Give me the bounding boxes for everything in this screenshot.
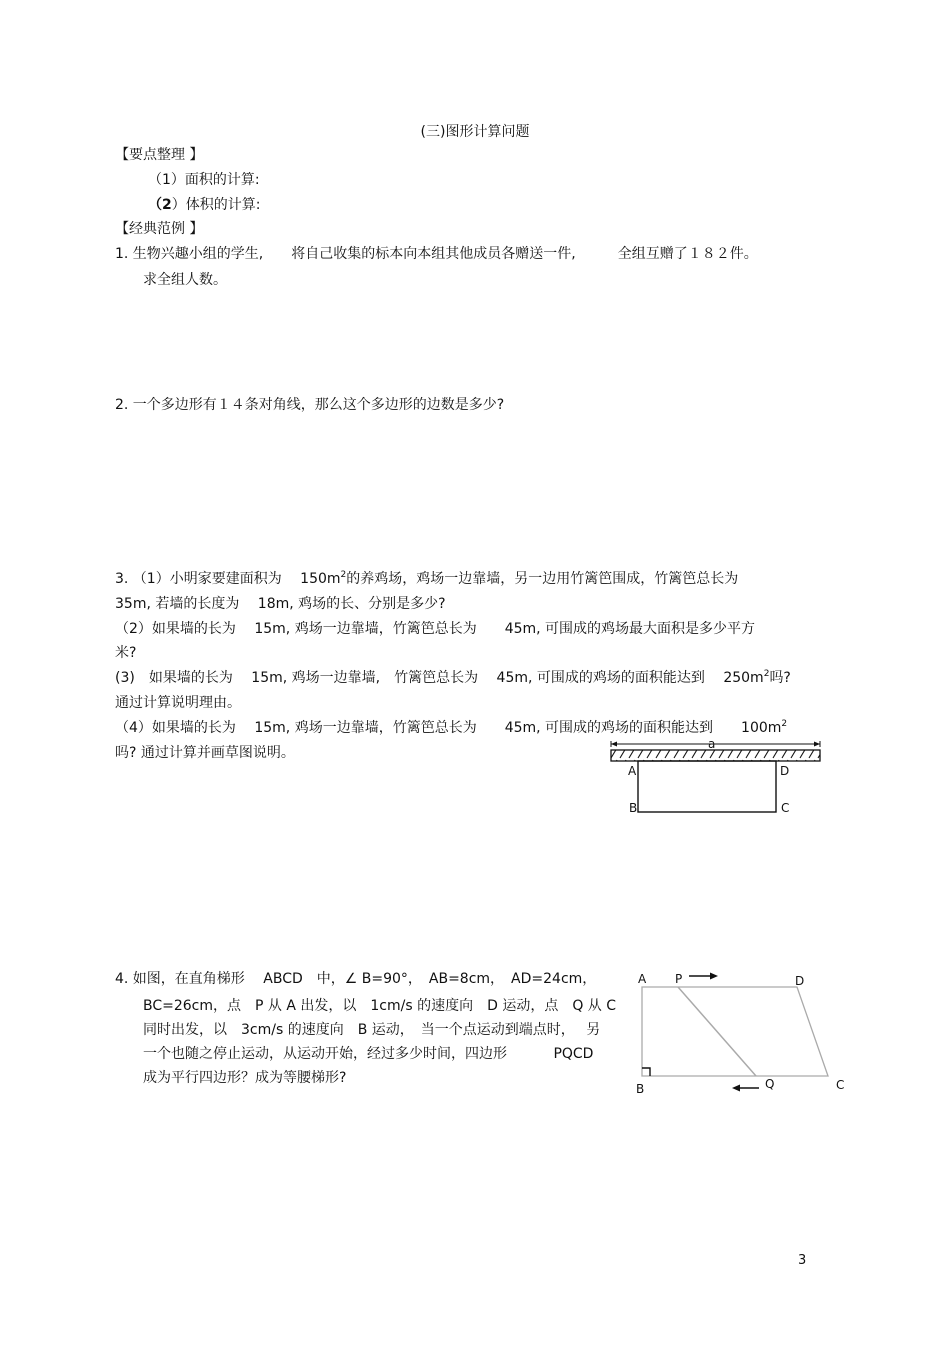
q1-line2: 求全组人数。 (143, 272, 227, 288)
q3-line5-a: (3) 如果墙的长为 15m, 鸡场一边靠墙, 竹篱笆总长为 45m, 可围成的鸡场的面积能达到 250m (115, 670, 764, 686)
label-A: A (638, 972, 647, 986)
q3-line2: 35m, 若墙的长度为 18m, 鸡场的长、分别是多少? (115, 596, 446, 612)
q3-line8: 吗? 通过计算并画草图说明。 (115, 745, 295, 761)
q3-line1-a: 3. （1）小明家要建面积为 150m (115, 571, 341, 587)
label-P: P (675, 972, 683, 986)
wall-hatch (611, 750, 820, 761)
label-B: B (636, 1082, 645, 1096)
trapezoid-figure (630, 965, 850, 1100)
q4-line1: 4. 如图，在直角梯形 ABCD 中，∠ B=90°， AB=8cm， AD=24cm， (115, 971, 597, 987)
key-point-area: （1）面积的计算: (148, 172, 260, 188)
label-D: D (780, 764, 790, 778)
q3-sup-3: 2 (781, 719, 788, 729)
page-title: (三)图形计算问题 (420, 124, 530, 140)
q3-line4: 米? (115, 645, 137, 661)
key-points-heading: 【要点整理 】 (115, 147, 204, 163)
q3-line3: （2）如果墙的长为 15m, 鸡场一边靠墙，竹篱笆总长为 45m, 可围成的鸡场最大面积是多少平方 (115, 621, 756, 637)
segment-pq (678, 987, 756, 1076)
q4-line4: 一个也随之停止运动，从运动开始，经过多少时间，四边形 PQCD (143, 1046, 594, 1062)
q3-line7-a: （4）如果墙的长为 15m, 鸡场一边靠墙，竹篱笆总长为 45m, 可围成的鸡场的面积能达到 100m (115, 720, 782, 736)
q4-line2: BC=26cm，点 P 从 A 出发，以 1cm/s 的速度向 D 运动，点 Q 从 C (143, 998, 617, 1014)
q3-sup-1: 2 (340, 570, 347, 580)
key-point-volume-text: ）体积的计算: (171, 197, 261, 213)
label-A: A (628, 764, 637, 778)
trapezoid-abcd (642, 987, 828, 1076)
farm-rectangle (638, 761, 776, 812)
right-angle-mark (642, 1068, 650, 1076)
label-C: C (836, 1078, 845, 1092)
wall-label-a: a (708, 737, 716, 751)
q3-line6: 通过计算说明理由。 (115, 695, 241, 711)
q3-line1-b: 的养鸡场，鸡场一边靠墙，另一边用竹篱笆围成，竹篱笆总长为 (346, 571, 739, 587)
q3-line5 (115, 668, 791, 688)
q1-line1: 1. 生物兴趣小组的学生, 将自己收集的标本向本组其他成员各赠送一件, 全组互赠了１８２件。 (115, 246, 758, 262)
examples-heading: 【经典范例 】 (115, 221, 204, 237)
q4-line5: 成为平行四边形？成为等腰梯形? (143, 1070, 347, 1086)
q3-line1 (115, 569, 738, 589)
q3-sup-2: 2 (763, 669, 770, 679)
key-point-volume (148, 195, 260, 215)
q2-line1: 2. 一个多边形有１４条对角线，那么这个多边形的边数是多少? (115, 397, 505, 413)
key-point-volume-num: （2 (148, 197, 172, 213)
chicken-farm-figure (600, 735, 830, 825)
label-D: D (795, 974, 805, 988)
label-C: C (781, 801, 790, 815)
q3-line5-b: 吗? (769, 670, 791, 686)
label-Q: Q (765, 1077, 775, 1091)
page-number: 3 (798, 1253, 807, 1268)
q4-line3: 同时出发，以 3cm/s 的速度向 B 运动， 当一个点运动到端点时， 另 (143, 1022, 601, 1038)
label-B: B (629, 801, 638, 815)
